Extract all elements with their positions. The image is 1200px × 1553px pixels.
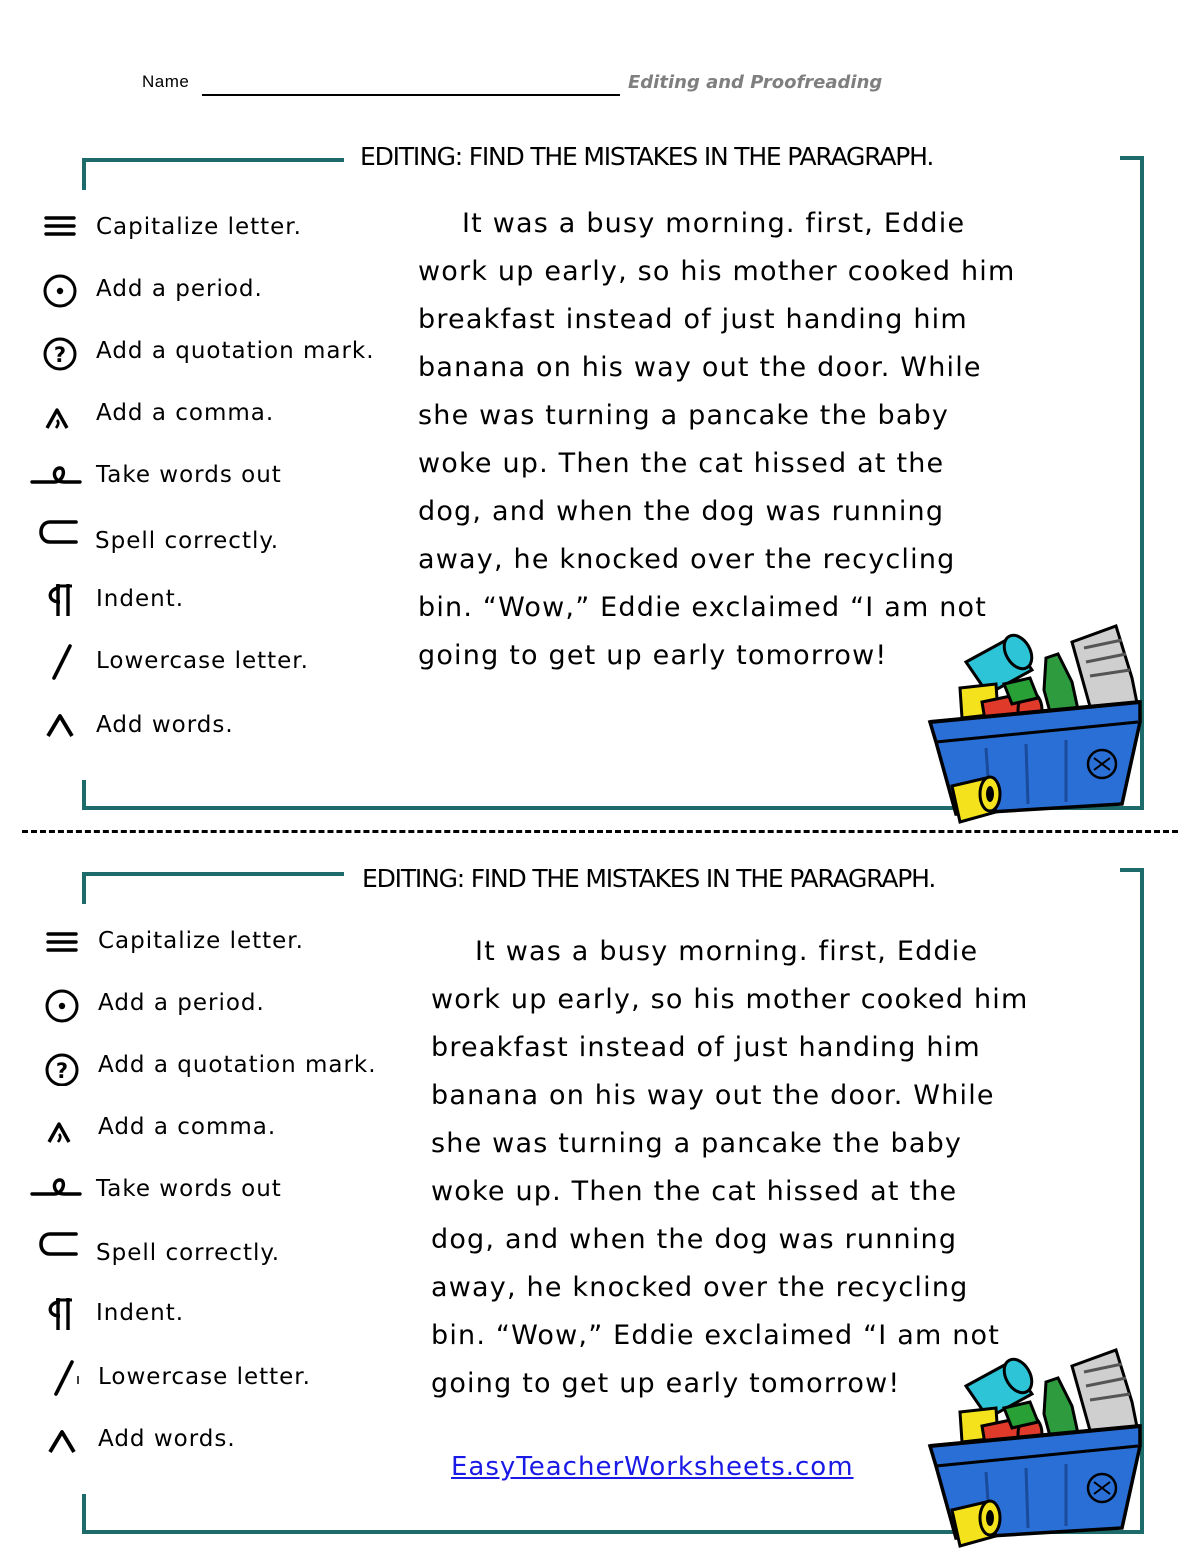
exercise-section-2 xyxy=(0,854,1200,1544)
paragraph-line: It was a busy morning. first, Eddie xyxy=(462,208,966,239)
symbol-label: Capitalize letter. xyxy=(98,928,304,954)
spell-icon xyxy=(34,514,80,554)
paragraph-line: bin. “Wow,” Eddie exclaimed “I am not xyxy=(431,1320,1001,1351)
symbol-label: Add a comma. xyxy=(98,1114,277,1140)
paragraph-line: woke up. Then the cat hissed at the xyxy=(431,1176,958,1207)
symbol-label: Spell correctly. xyxy=(95,528,280,554)
symbol-label: Add words. xyxy=(98,1426,236,1452)
symbol-label: Lowercase letter. xyxy=(96,648,309,674)
symbol-label: Add a quotation mark. xyxy=(98,1052,377,1078)
paragraph-line: work up early, so his mother cooked him xyxy=(418,256,1016,287)
svg-text:?: ? xyxy=(55,1059,69,1083)
frame-top-left xyxy=(82,872,344,876)
frame-top-left xyxy=(82,158,344,162)
symbol-label: Add a comma. xyxy=(96,400,275,426)
paragraph-line: going to get up early tomorrow! xyxy=(418,640,888,671)
symbol-label: Add a period. xyxy=(96,276,263,302)
symbol-label: Take words out xyxy=(96,1176,282,1202)
worksheet-header xyxy=(142,72,922,102)
comma-icon xyxy=(42,1108,82,1148)
capitalize-icon xyxy=(42,922,82,962)
frame-left-top xyxy=(82,872,86,904)
spell-icon xyxy=(34,1226,80,1266)
name-blank-line[interactable] xyxy=(202,94,620,96)
paragraph-line: away, he knocked over the recycling xyxy=(418,544,956,575)
paragraph-line: bin. “Wow,” Eddie exclaimed “I am not xyxy=(418,592,988,623)
paragraph-line: dog, and when the dog was running xyxy=(431,1224,958,1255)
section-title: EDITING: FIND THE MISTAKES IN THE PARAGRAPH. xyxy=(362,864,936,893)
capitalize-icon xyxy=(40,208,80,248)
paragraph-line: banana on his way out the door. While xyxy=(418,352,982,383)
paragraph-line: work up early, so his mother cooked him xyxy=(431,984,1029,1015)
footer-site-link[interactable]: EasyTeacherWorksheets.com xyxy=(451,1452,854,1482)
section-title: EDITING: FIND THE MISTAKES IN THE PARAGRAPH. xyxy=(360,142,934,171)
insert-icon xyxy=(42,1420,82,1460)
frame-left-bottom xyxy=(82,1494,86,1534)
symbol-label: Lowercase letter. xyxy=(98,1364,311,1390)
symbol-label: Indent. xyxy=(96,586,185,612)
symbol-label: Capitalize letter. xyxy=(96,214,302,240)
name-label: Name xyxy=(142,72,190,91)
insert-icon xyxy=(40,706,80,746)
paragraph-line: woke up. Then the cat hissed at the xyxy=(418,448,945,479)
symbol-label: Indent. xyxy=(96,1300,185,1326)
symbol-label: Add a period. xyxy=(98,990,265,1016)
symbol-label: Spell correctly. xyxy=(96,1240,281,1266)
quotation-icon xyxy=(40,332,80,372)
paragraph-line: banana on his way out the door. While xyxy=(431,1080,995,1111)
paragraph-line: It was a busy morning. first, Eddie xyxy=(475,936,979,967)
symbol-label: Add a quotation mark. xyxy=(96,338,375,364)
paragraph-line: dog, and when the dog was running xyxy=(418,496,945,527)
editing-paragraph xyxy=(431,928,1029,1408)
indent-icon xyxy=(40,580,80,620)
delete-icon xyxy=(30,456,82,496)
recycling-bin-illustration xyxy=(926,1342,1146,1552)
sheet-title: Editing and Proofreading xyxy=(628,72,883,93)
editing-paragraph xyxy=(418,200,1016,680)
frame-left-top xyxy=(82,158,86,190)
paragraph-line: she was turning a pancake the baby xyxy=(431,1128,963,1159)
recycling-bin-illustration xyxy=(926,618,1146,828)
lowercase-icon xyxy=(42,1358,82,1398)
cut-line-divider xyxy=(22,830,1178,833)
period-icon xyxy=(42,984,82,1024)
symbol-label: Add words. xyxy=(96,712,234,738)
svg-text:?: ? xyxy=(53,343,67,367)
paragraph-line: she was turning a pancake the baby xyxy=(418,400,950,431)
paragraph-line: going to get up early tomorrow! xyxy=(431,1368,901,1399)
comma-icon xyxy=(40,394,80,434)
paragraph-line: breakfast instead of just handing him xyxy=(431,1032,981,1063)
lowercase-icon xyxy=(40,642,80,682)
paragraph-line: breakfast instead of just handing him xyxy=(418,304,968,335)
indent-icon xyxy=(40,1294,80,1334)
symbol-label: Take words out xyxy=(96,462,282,488)
paragraph-line: away, he knocked over the recycling xyxy=(431,1272,969,1303)
delete-icon xyxy=(30,1170,82,1210)
period-icon xyxy=(40,270,80,310)
quotation-icon xyxy=(42,1046,82,1086)
exercise-section-1 xyxy=(0,140,1200,820)
